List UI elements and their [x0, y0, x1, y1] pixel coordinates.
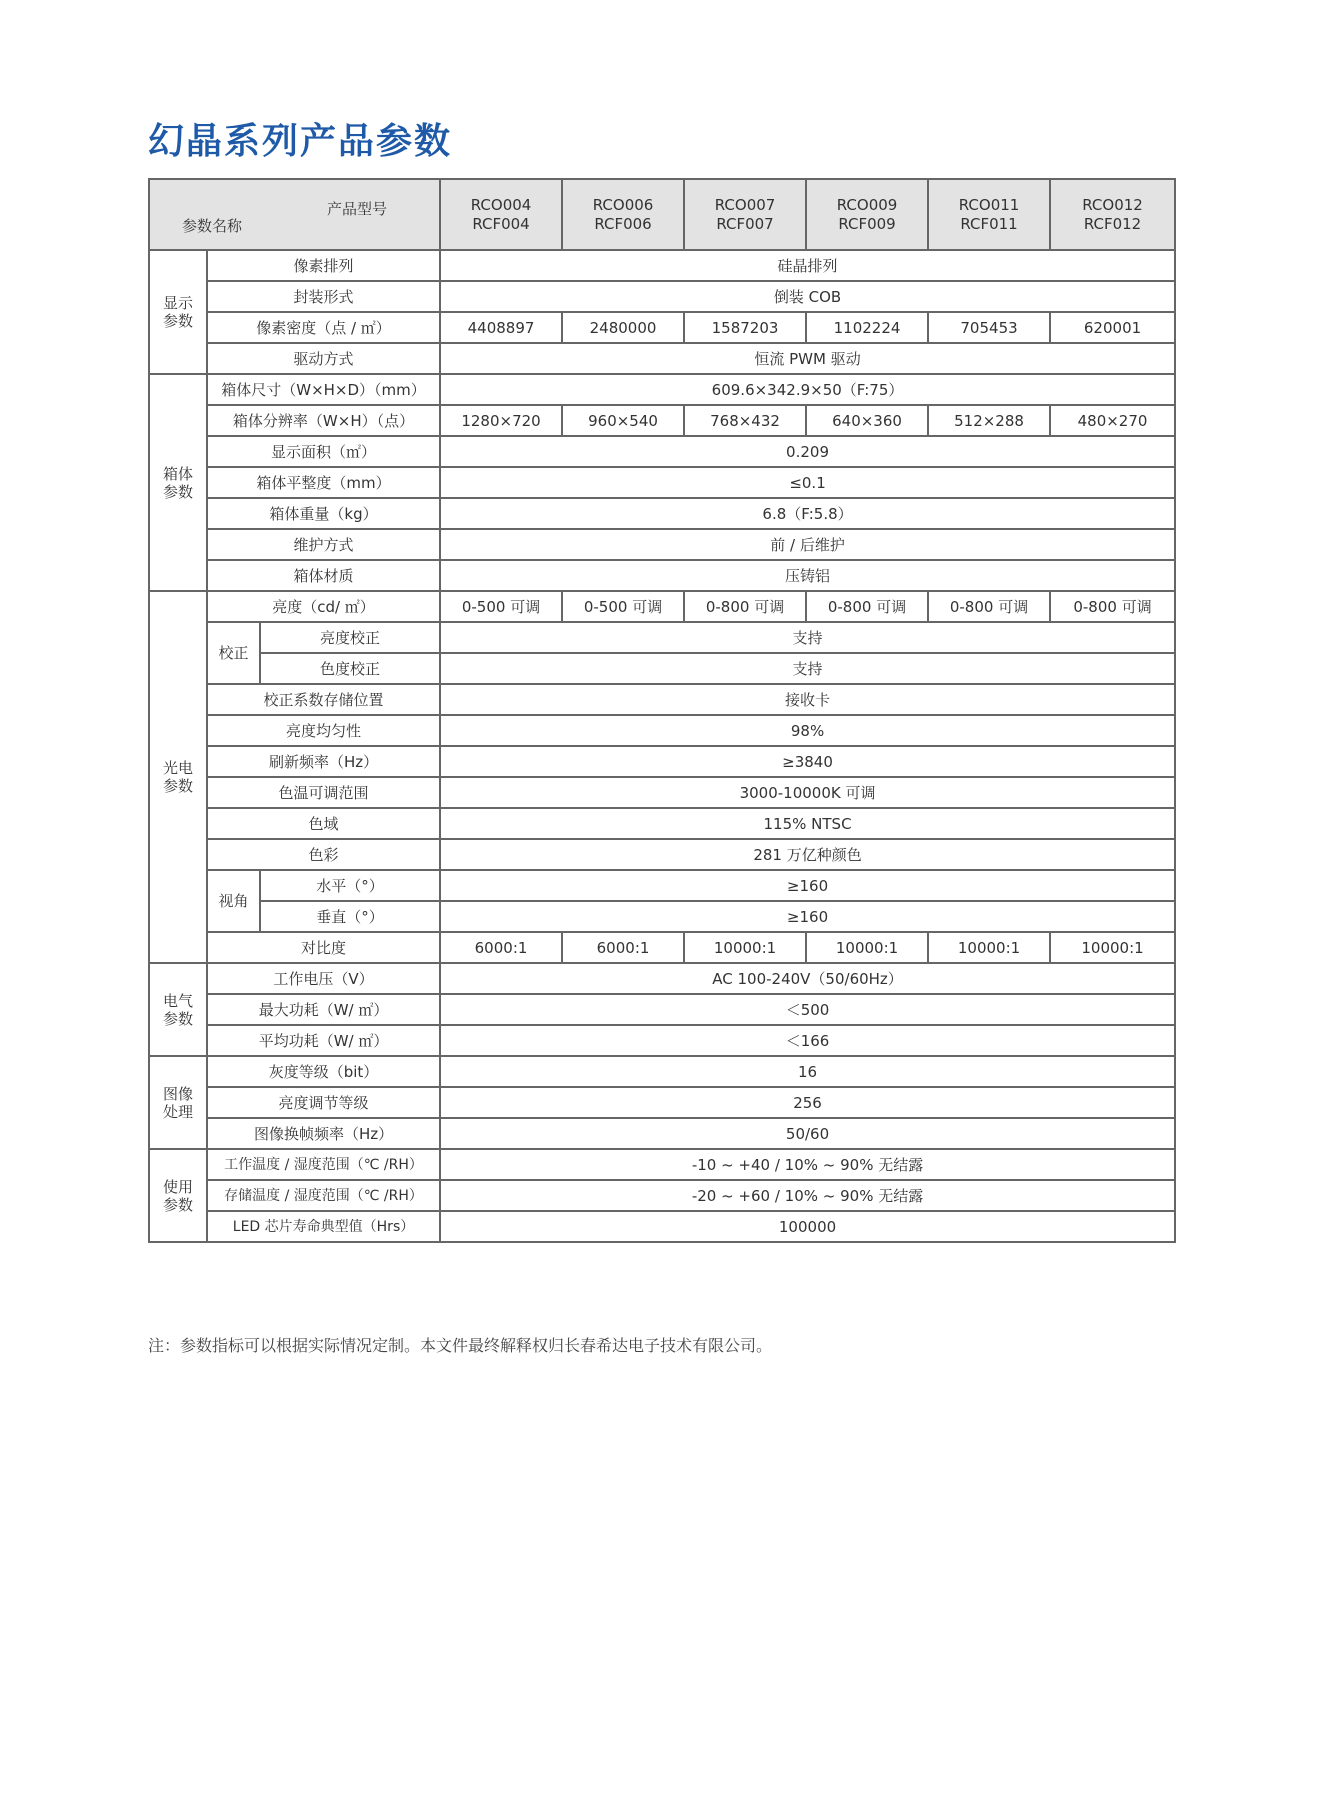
row-label: 色度校正	[260, 653, 440, 684]
row-label: 垂直（°）	[260, 901, 440, 932]
row-cell: 6000:1	[562, 932, 684, 963]
row-label: 水平（°）	[260, 870, 440, 901]
row-value: 6.8（F:5.8）	[440, 498, 1175, 529]
row-cell: 0-800 可调	[928, 591, 1050, 622]
row-cell: 512×288	[928, 405, 1050, 436]
group-usage: 使用 参数	[149, 1149, 207, 1242]
row-label: 亮度均匀性	[207, 715, 440, 746]
table-row	[149, 870, 1175, 901]
row-label: 维护方式	[207, 529, 440, 560]
row-cell: 640×360	[806, 405, 928, 436]
table-row	[149, 498, 1175, 529]
row-label: 亮度校正	[260, 622, 440, 653]
table-row	[149, 622, 1175, 653]
table-row	[149, 715, 1175, 746]
row-label: 校正系数存储位置	[207, 684, 440, 715]
table-row	[149, 839, 1175, 870]
row-cell: 0-800 可调	[1050, 591, 1175, 622]
row-label: 箱体材质	[207, 560, 440, 591]
row-label: 箱体重量（kg）	[207, 498, 440, 529]
table-row	[149, 591, 1175, 622]
row-value: 倒装 COB	[440, 281, 1175, 312]
row-value: 609.6×342.9×50（F:75）	[440, 374, 1175, 405]
product-model-header: 产品型号	[327, 200, 388, 218]
table-row	[149, 994, 1175, 1025]
row-label: 显示面积（㎡）	[207, 436, 440, 467]
row-label: LED 芯片寿命典型值（Hrs）	[207, 1211, 440, 1242]
row-value: 压铸铝	[440, 560, 1175, 591]
row-label: 工作电压（V）	[207, 963, 440, 994]
row-value: -20 ~ +60 / 10% ~ 90% 无结露	[440, 1180, 1175, 1211]
table-row	[149, 746, 1175, 777]
row-value: 256	[440, 1087, 1175, 1118]
table-row	[149, 901, 1175, 932]
row-cell: 0-800 可调	[806, 591, 928, 622]
group-display: 显示 参数	[149, 250, 207, 374]
row-label: 色温可调范围	[207, 777, 440, 808]
table-row	[149, 1025, 1175, 1056]
row-value: 接收卡	[440, 684, 1175, 715]
row-value: 100000	[440, 1211, 1175, 1242]
row-value: ≥160	[440, 901, 1175, 932]
row-label: 封装形式	[207, 281, 440, 312]
table-row	[149, 1149, 1175, 1180]
row-value: 硅晶排列	[440, 250, 1175, 281]
row-value: 0.209	[440, 436, 1175, 467]
row-label: 驱动方式	[207, 343, 440, 374]
row-cell: 1280×720	[440, 405, 562, 436]
row-label: 工作温度 / 湿度范围（℃ /RH）	[207, 1149, 440, 1180]
row-value: 3000-10000K 可调	[440, 777, 1175, 808]
row-label: 箱体尺寸（W×H×D）（mm）	[207, 374, 440, 405]
table-row	[149, 405, 1175, 436]
table-row	[149, 529, 1175, 560]
row-label: 灰度等级（bit）	[207, 1056, 440, 1087]
header-diagonal-cell	[149, 179, 440, 250]
row-cell: 10000:1	[806, 932, 928, 963]
row-label: 箱体平整度（mm）	[207, 467, 440, 498]
row-cell: 2480000	[562, 312, 684, 343]
row-label: 最大功耗（W/ ㎡）	[207, 994, 440, 1025]
group-cabinet: 箱体 参数	[149, 374, 207, 591]
model-col-4: RCO009 RCF009	[806, 179, 928, 250]
row-value: ＜166	[440, 1025, 1175, 1056]
table-row	[149, 684, 1175, 715]
model-col-1: RCO004 RCF004	[440, 179, 562, 250]
row-label: 像素密度（点 / ㎡）	[207, 312, 440, 343]
table-row	[149, 777, 1175, 808]
row-value: ≤0.1	[440, 467, 1175, 498]
table-row	[149, 1056, 1175, 1087]
row-cell: 6000:1	[440, 932, 562, 963]
model-col-6: RCO012 RCF012	[1050, 179, 1175, 250]
row-value: ≥160	[440, 870, 1175, 901]
row-label: 平均功耗（W/ ㎡）	[207, 1025, 440, 1056]
table-row	[149, 808, 1175, 839]
row-label: 箱体分辨率（W×H）（点）	[207, 405, 440, 436]
table-row	[149, 1087, 1175, 1118]
row-cell: 0-500 可调	[562, 591, 684, 622]
row-label: 对比度	[207, 932, 440, 963]
row-cell: 620001	[1050, 312, 1175, 343]
row-label: 图像换帧频率（Hz）	[207, 1118, 440, 1149]
model-col-3: RCO007 RCF007	[684, 179, 806, 250]
row-cell: 10000:1	[1050, 932, 1175, 963]
table-row	[149, 467, 1175, 498]
row-cell: 4408897	[440, 312, 562, 343]
table-row	[149, 250, 1175, 281]
footnote: 注：参数指标可以根据实际情况定制。本文件最终解释权归长春希达电子技术有限公司。	[148, 1336, 773, 1355]
table-row	[149, 963, 1175, 994]
table-row	[149, 343, 1175, 374]
row-cell: 705453	[928, 312, 1050, 343]
row-cell: 1102224	[806, 312, 928, 343]
subgroup-calibration: 校正	[207, 622, 260, 684]
table-row	[149, 1118, 1175, 1149]
row-cell: 10000:1	[928, 932, 1050, 963]
table-row	[149, 1180, 1175, 1211]
row-value: 98%	[440, 715, 1175, 746]
group-image: 图像 处理	[149, 1056, 207, 1149]
table-row	[149, 436, 1175, 467]
table-row	[149, 312, 1175, 343]
row-value: 前 / 后维护	[440, 529, 1175, 560]
subgroup-viewing-angle: 视角	[207, 870, 260, 932]
row-cell: 1587203	[684, 312, 806, 343]
row-label: 像素排列	[207, 250, 440, 281]
row-value: 281 万亿种颜色	[440, 839, 1175, 870]
row-cell: 0-800 可调	[684, 591, 806, 622]
header-row	[149, 179, 1175, 250]
spec-table	[148, 178, 1176, 1243]
row-value: 恒流 PWM 驱动	[440, 343, 1175, 374]
row-value: ＜500	[440, 994, 1175, 1025]
row-cell: 960×540	[562, 405, 684, 436]
model-col-5: RCO011 RCF011	[928, 179, 1050, 250]
page-title: 幻晶系列产品参数	[148, 121, 453, 162]
table-row	[149, 1211, 1175, 1242]
row-label: 刷新频率（Hz）	[207, 746, 440, 777]
row-label: 亮度（cd/ ㎡）	[207, 591, 440, 622]
row-value: -10 ~ +40 / 10% ~ 90% 无结露	[440, 1149, 1175, 1180]
row-cell: 10000:1	[684, 932, 806, 963]
model-col-2: RCO006 RCF006	[562, 179, 684, 250]
row-value: 支持	[440, 653, 1175, 684]
row-value: 50/60	[440, 1118, 1175, 1149]
row-value: 115% NTSC	[440, 808, 1175, 839]
row-value: ≥3840	[440, 746, 1175, 777]
table-row	[149, 281, 1175, 312]
row-label: 色域	[207, 808, 440, 839]
table-row	[149, 560, 1175, 591]
group-electrical: 电气 参数	[149, 963, 207, 1056]
row-cell: 0-500 可调	[440, 591, 562, 622]
row-value: 支持	[440, 622, 1175, 653]
row-label: 亮度调节等级	[207, 1087, 440, 1118]
row-cell: 768×432	[684, 405, 806, 436]
table-row	[149, 932, 1175, 963]
table-row	[149, 374, 1175, 405]
param-name-header: 参数名称	[182, 217, 243, 235]
group-optical: 光电 参数	[149, 591, 207, 963]
row-value: AC 100-240V（50/60Hz）	[440, 963, 1175, 994]
row-value: 16	[440, 1056, 1175, 1087]
row-label: 存储温度 / 湿度范围（℃ /RH）	[207, 1180, 440, 1211]
row-label: 色彩	[207, 839, 440, 870]
row-cell: 480×270	[1050, 405, 1175, 436]
table-row	[149, 653, 1175, 684]
